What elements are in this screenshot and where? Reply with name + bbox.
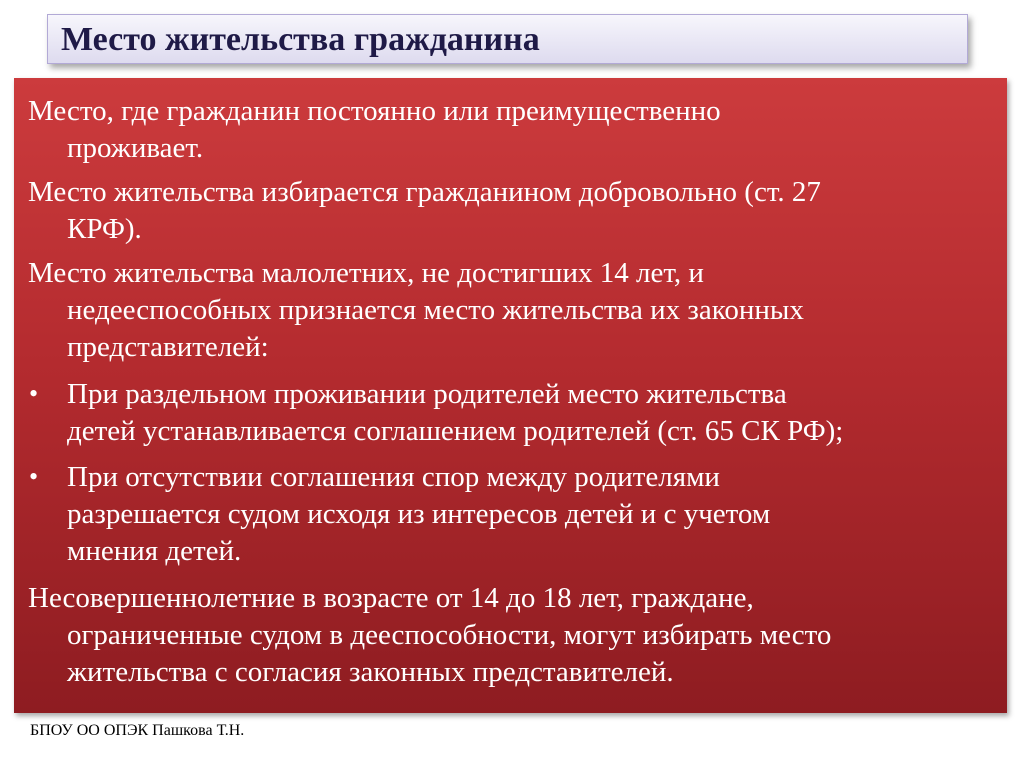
paragraph-line: Место, где гражданин постоянно или преимущественно [28,95,721,127]
footer-author: БПОУ ОО ОПЭК Пашкова Т.Н. [30,722,245,739]
paragraph-line: Место жительства малолетних, не достигших 14 лет, и [28,257,704,289]
paragraph-line: представителей: [67,331,269,363]
paragraph-line: Место жительства избирается гражданином добровольно (ст. 27 [28,176,821,208]
bullet-line: При раздельном проживании родителей место жительства [67,378,787,410]
bullet-line: При отсутствии соглашения спор между родителями [67,461,720,493]
content-box [14,78,1007,713]
title-box [47,14,968,64]
bullet-icon: • [29,379,39,408]
bullet-item-separate-living [29,376,843,450]
paragraph-line: недееспособных признается место жительства их законных [67,294,804,326]
bullet-line: детей устанавливается соглашением родителей (ст. 65 СК РФ); [67,415,844,447]
bullet-line: мнения детей. [67,535,242,567]
paragraph-residence-definition [28,93,721,167]
paragraph-line: Несовершеннолетние в возрасте от 14 до 18 лет, граждане, [28,582,754,614]
paragraph-line: ограниченные судом в дееспособности, могут избирать место [67,619,832,651]
paragraph-line: жительства с согласия законных представителей. [67,656,674,688]
bullet-item-court-dispute [29,459,770,570]
bullet-icon: • [29,462,39,491]
slide-title: Место жительства гражданина [61,21,540,58]
paragraph-line: проживает. [67,132,204,164]
paragraph-minors-residence [28,255,804,366]
paragraph-minors-14-18 [28,580,831,691]
bullet-line: разрешается судом исходя из интересов детей и с учетом [67,498,771,530]
paragraph-line: КРФ). [67,213,142,245]
paragraph-voluntary-choice [28,174,821,248]
